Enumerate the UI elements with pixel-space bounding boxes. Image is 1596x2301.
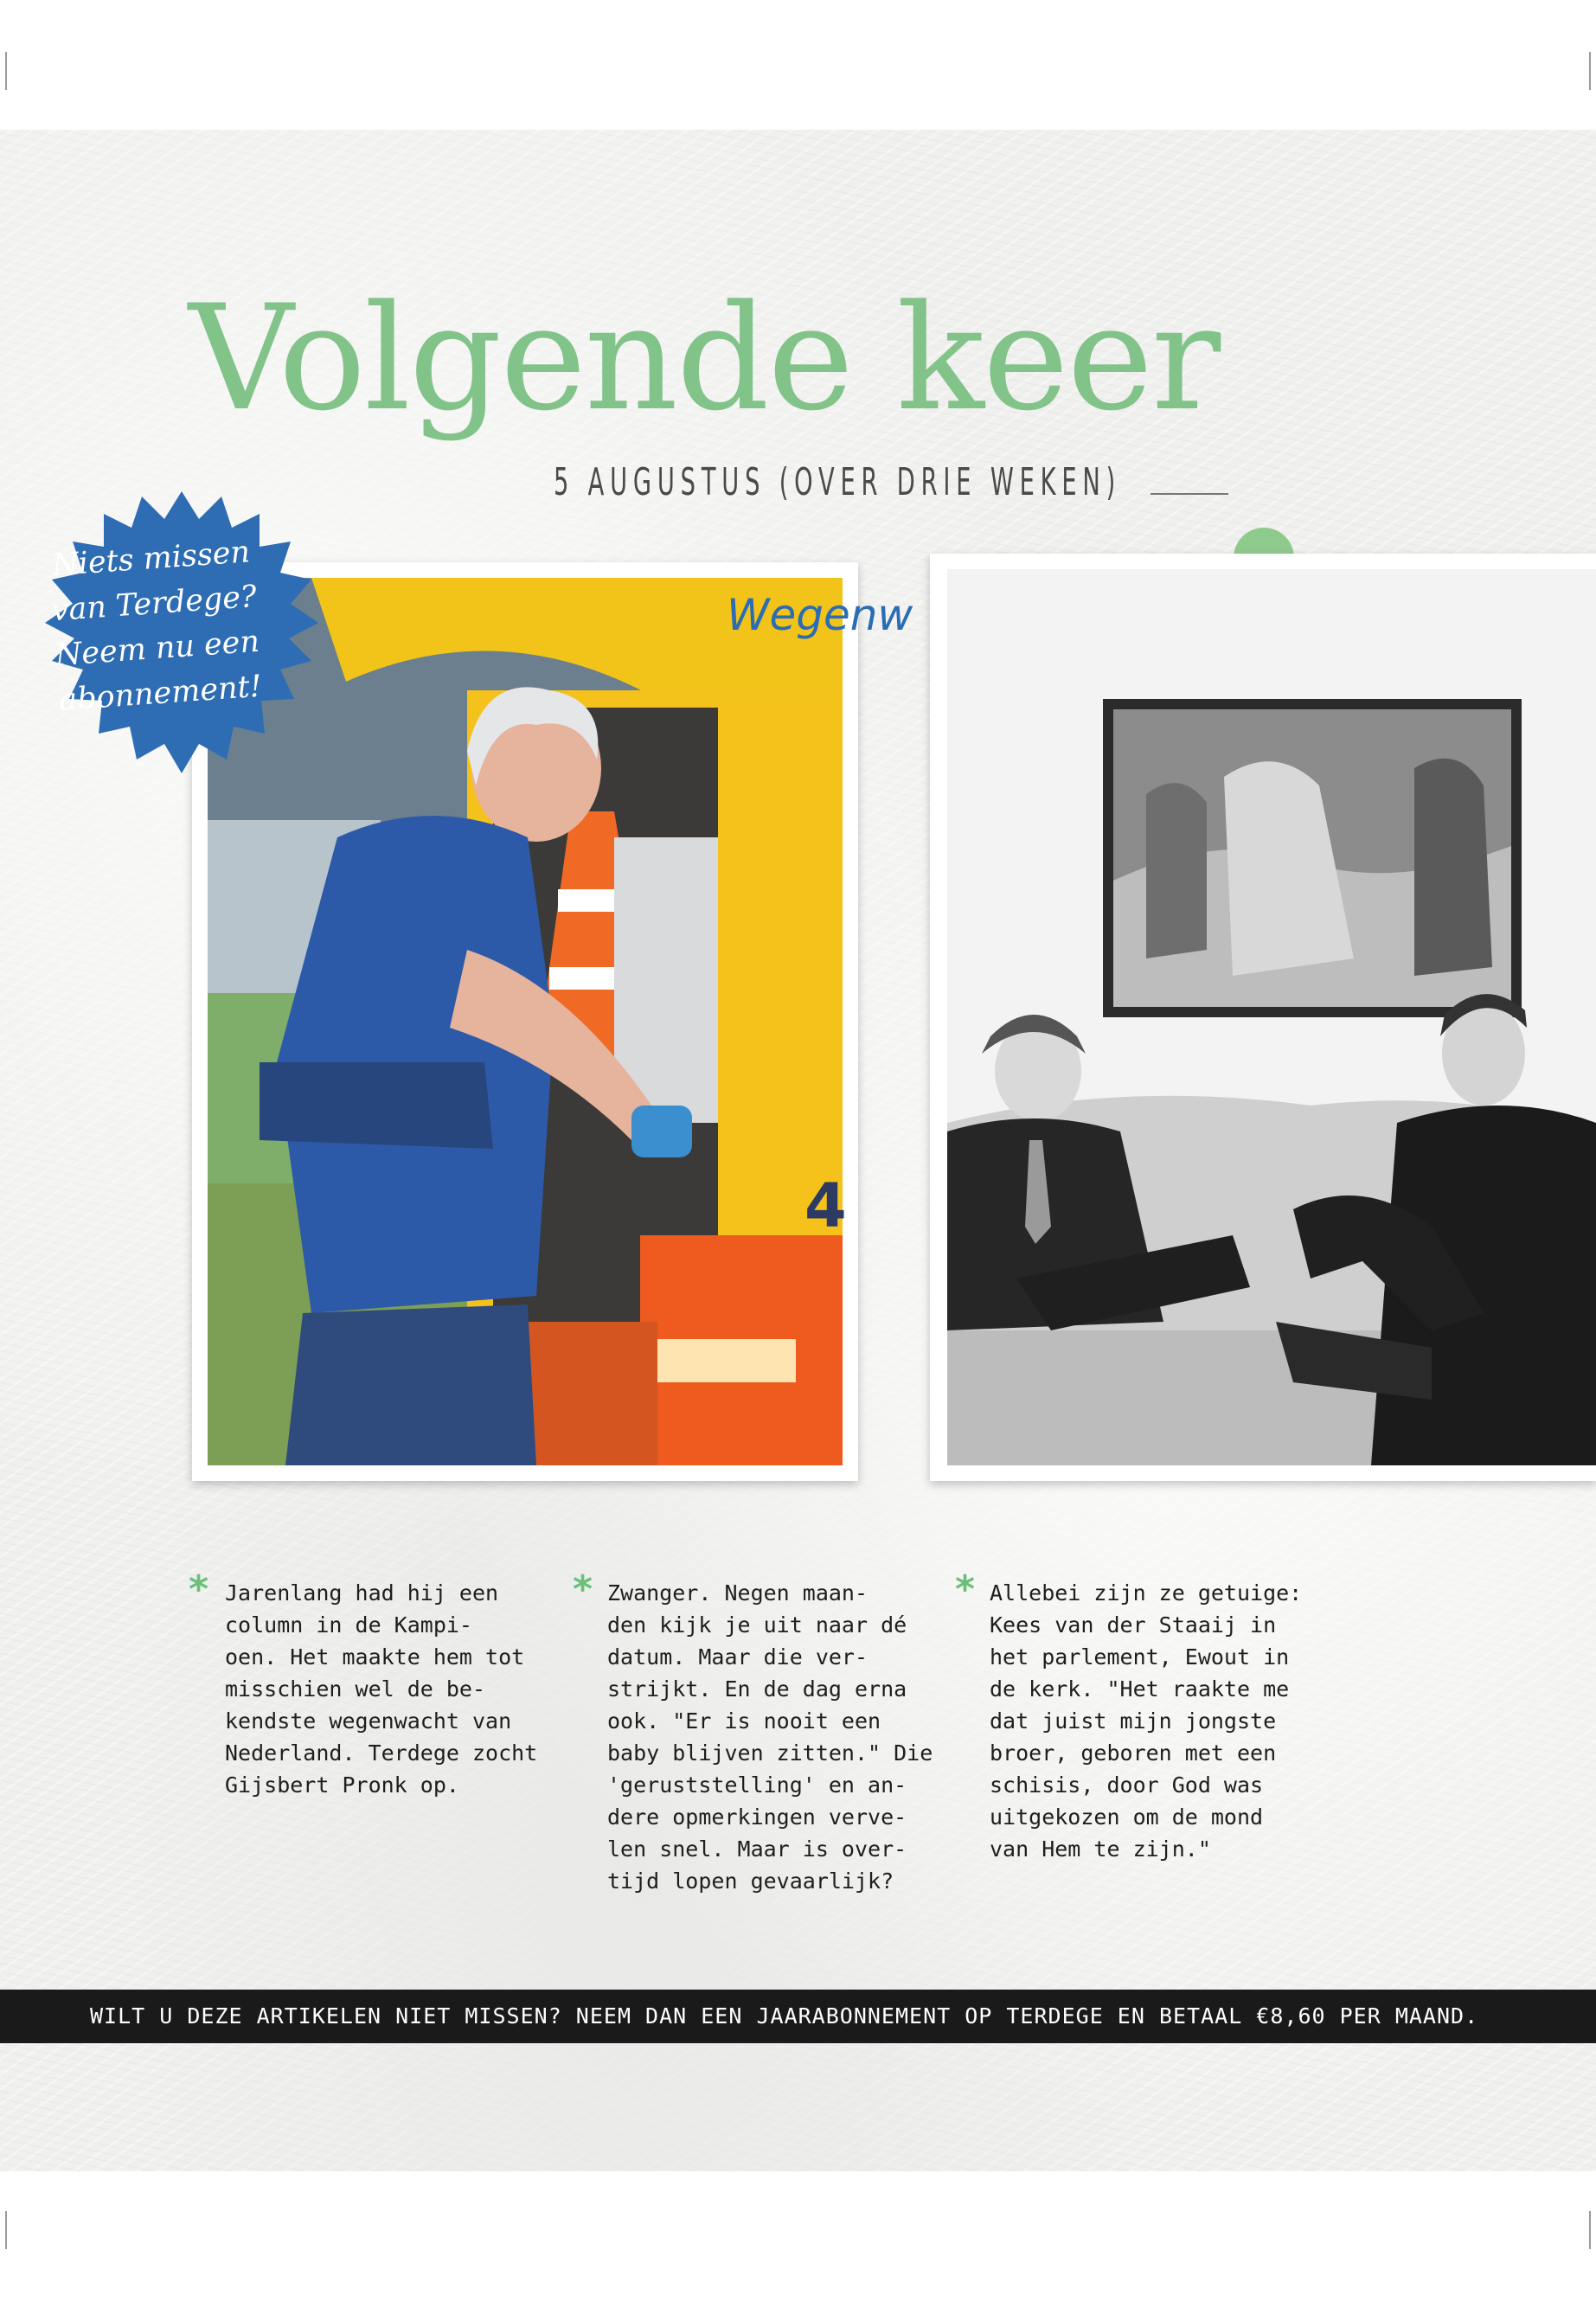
article-text: Zwanger. Negen maan- den kijk je uit naar dé datum. Maar die ver- strijkt. En de dag erna ook. "Er is nooit een baby blijven zitten." Die 'geruststelling' en an- dere opmerkingen verve- len snel. Maar is over- tijd lopen gevaarlijk?	[607, 1580, 933, 1894]
crop-mark-bottom-left	[5, 2211, 7, 2249]
article-text: Jarenlang had hij een column in de Kampi- oen. Het maakte hem tot misschien wel de be- kendste wegenwacht van Nederland. Terdege zocht Gijsbert Pronk op.	[225, 1580, 538, 1798]
bullet-star-icon: *	[573, 1567, 593, 1612]
crop-mark-bottom-right	[1589, 2211, 1591, 2249]
banner-text: WILT U DEZE ARTIKELEN NIET MISSEN? NEEM DAN EEN JAARABONNEMENT OP TERDEGE EN BETAAL €8,60 PER MAAND.	[90, 2003, 1479, 2029]
van-sign-text: Wegenw	[727, 590, 913, 640]
article-teaser-brothers	[990, 1577, 1344, 1865]
bullet-star-icon: *	[955, 1567, 976, 1612]
article-teaser-pregnancy	[607, 1577, 962, 1897]
photo-brothers-sofa	[930, 554, 1596, 1481]
crop-mark-top-right	[1589, 52, 1591, 90]
article-teaser-roadside	[225, 1577, 580, 1801]
article-text: Allebei zijn ze getuige: Kees van der Staaij in het parlement, Ewout in de kerk. "Het raakte me dat juist mijn jongste broer, geboren met een schisis, door God was uitgekozen om de mond van Hem te zijn."	[990, 1580, 1303, 1862]
page-title: Volgende keer	[189, 273, 1220, 443]
badge-text[interactable]: Niets missen van Terdege? Neem nu een abonnement!	[50, 535, 263, 718]
bullet-star-icon: *	[189, 1567, 209, 1612]
issue-date-subtitle: 5 AUGUSTUS (OVER DRIE WEKEN)	[554, 460, 1122, 504]
subscription-banner[interactable]	[0, 1990, 1596, 2043]
crop-mark-top-left	[5, 52, 7, 90]
van-number-text: 4	[804, 1170, 847, 1241]
subtitle-divider	[1151, 493, 1228, 495]
brothers-photo-image	[947, 569, 1596, 1465]
